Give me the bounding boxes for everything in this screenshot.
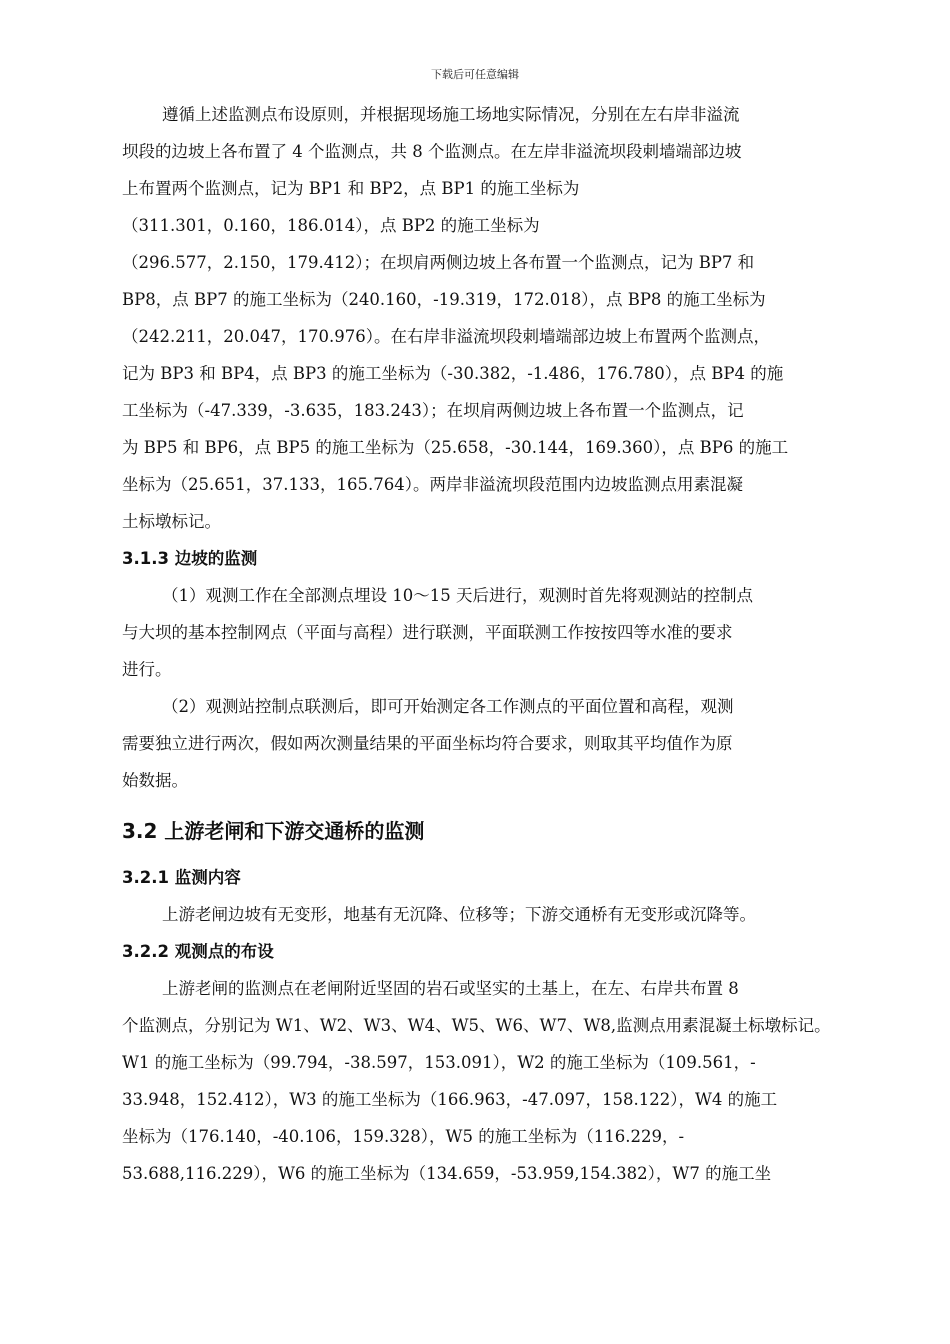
paragraph-line: 53.688,116.229），W6 的施工坐标为（134.659，-53.959,154.382），W7 的施工坐 bbox=[122, 1164, 772, 1183]
paragraph-line: 个监测点，分别记为 W1、W2、W3、W4、W5、W6、W7、W8,监测点用素混凝土标墩标记。 bbox=[122, 1016, 831, 1035]
chapter-heading: 3.2 上游老闸和下游交通桥的监测 bbox=[122, 819, 425, 843]
paragraph-line: 33.948，152.412），W3 的施工坐标为（166.963，-47.097，158.122），W4 的施工 bbox=[122, 1090, 778, 1109]
paragraph-line: 为 BP5 和 BP6，点 BP5 的施工坐标为（25.658，-30.144，169.360），点 BP6 的施工 bbox=[122, 438, 789, 457]
paragraph-line: 需要独立进行两次，假如两次测量结果的平面坐标均符合要求，则取其平均值作为原 bbox=[122, 734, 733, 753]
paragraph-line: 与大坝的基本控制网点（平面与高程）进行联测，平面联测工作按按四等水准的要求 bbox=[122, 623, 733, 642]
document-body bbox=[122, 96, 842, 1192]
paragraph-line: BP8，点 BP7 的施工坐标为（240.160，-19.319，172.018），点 BP8 的施工坐标为 bbox=[122, 290, 766, 309]
paragraph-line: （311.301，0.160，186.014），点 BP2 的施工坐标为 bbox=[122, 216, 540, 235]
paragraph-line: W1 的施工坐标为（99.794，-38.597，153.091），W2 的施工坐标为（109.561，- bbox=[122, 1053, 756, 1072]
paragraph-line: 坝段的边坡上各布置了 4 个监测点，共 8 个监测点。在左岸非溢流坝段刺墙端部边坡 bbox=[122, 142, 742, 161]
paragraph-line: 进行。 bbox=[122, 660, 172, 679]
section-heading: 3.2.1 监测内容 bbox=[122, 868, 241, 887]
paragraph-line: 坐标为（176.140，-40.106，159.328），W5 的施工坐标为（116.229，- bbox=[122, 1127, 685, 1146]
paragraph-line: 坐标为（25.651，37.133，165.764）。两岸非溢流坝段范围内边坡监测点用素混凝 bbox=[122, 475, 743, 494]
paragraph-line: （2）观测站控制点联测后，即可开始测定各工作测点的平面位置和高程，观测 bbox=[162, 697, 734, 716]
section-heading: 3.2.2 观测点的布设 bbox=[122, 942, 274, 961]
paragraph-line: 上布置两个监测点，记为 BP1 和 BP2，点 BP1 的施工坐标为 bbox=[122, 179, 580, 198]
paragraph-line: 工坐标为（-47.339，-3.635，183.243）；在坝肩两侧边坡上各布置一个监测点，记 bbox=[122, 401, 744, 420]
paragraph-line: 土标墩标记。 bbox=[122, 512, 221, 531]
paragraph-line: （1）观测工作在全部测点埋设 10～15 天后进行，观测时首先将观测站的控制点 bbox=[162, 586, 753, 605]
paragraph-line: 遵循上述监测点布设原则，并根据现场施工场地实际情况，分别在左右岸非溢流 bbox=[162, 105, 740, 124]
paragraph-line: 记为 BP3 和 BP4，点 BP3 的施工坐标为（-30.382，-1.486，176.780），点 BP4 的施 bbox=[122, 364, 784, 383]
paragraph-line: 上游老闸的监测点在老闸附近坚固的岩石或坚实的土基上，在左、右岸共布置 8 bbox=[162, 979, 739, 998]
header-watermark: 下载后可任意编辑 bbox=[431, 68, 519, 81]
section-heading: 3.1.3 边坡的监测 bbox=[122, 549, 258, 568]
paragraph-line: 始数据。 bbox=[122, 771, 188, 790]
paragraph-line: 上游老闸边坡有无变形，地基有无沉降、位移等；下游交通桥有无变形或沉降等。 bbox=[162, 905, 756, 924]
paragraph-line: （296.577，2.150，179.412）；在坝肩两侧边坡上各布置一个监测点，记为 BP7 和 bbox=[122, 253, 755, 272]
paragraph-line: （242.211，20.047，170.976）。在右岸非溢流坝段刺墙端部边坡上布置两个监测点， bbox=[122, 327, 770, 346]
